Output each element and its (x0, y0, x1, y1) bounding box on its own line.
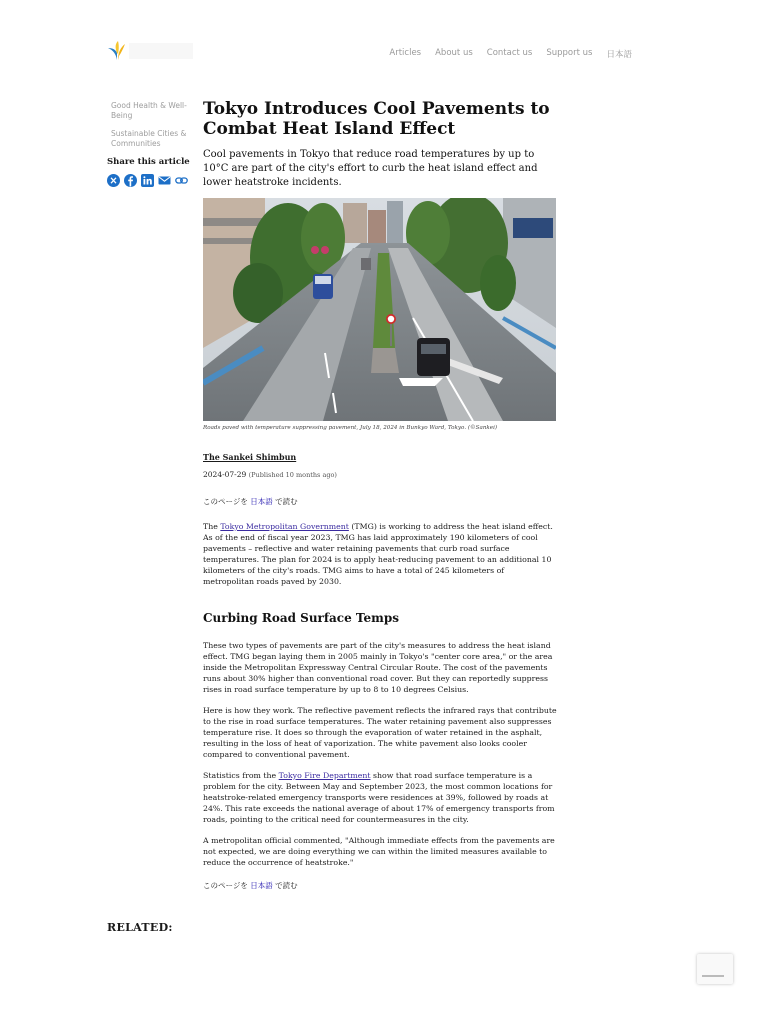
article-lead: Cool pavements in Tokyo that reduce road temperatures by up to 10°C are part of the city's effort to curb the heat island effect and lower heatstroke incidents. (203, 149, 538, 188)
paragraph-4-text-a: Statistics from the (203, 771, 279, 780)
nav-articles[interactable]: Articles (389, 48, 422, 58)
recaptcha-badge[interactable] (697, 954, 733, 984)
article-photo (203, 198, 556, 421)
tmg-link[interactable]: Tokyo Metropolitan Government (220, 522, 349, 531)
jp-prefix-bottom: このページを (203, 881, 251, 890)
tokyo-fire-department-link[interactable]: Tokyo Fire Department (278, 771, 371, 780)
link-icon[interactable] (175, 174, 188, 187)
read-in-japanese (203, 496, 557, 507)
jp-prefix: このページを (203, 497, 251, 506)
read-in-japanese-bottom (203, 880, 557, 891)
category-sustainable-cities[interactable]: Sustainable Cities & Communities (111, 129, 187, 148)
photo-caption: Roads paved with temperature suppressing pavement, July 18, 2024 in Bunkyo Ward, Tokyo. (©Sankei) (203, 425, 498, 431)
japanese-link-bottom[interactable]: 日本語 (250, 881, 273, 890)
paragraph-4-text-b: show that road surface temperature is a problem for the city. Between May and September 2023, the most common locations for heatstroke-related emergency transports were residences at 39%, followed by roads at 24%. This rate exceeds the national average of about 17% of emergency transports from roads, pointing to the critical need for countermeasures in the city. (203, 771, 555, 824)
dateline (203, 470, 557, 479)
source-link[interactable]: The Sankei Shimbun (203, 452, 297, 462)
site-logo[interactable] (107, 40, 193, 62)
email-icon[interactable] (158, 174, 171, 187)
paragraph-4 (203, 770, 557, 825)
nav-support-us[interactable]: Support us (546, 48, 593, 58)
linkedin-icon[interactable] (141, 174, 154, 187)
paragraph-1 (203, 521, 557, 587)
nav-language-japanese[interactable]: 日本語 (606, 50, 632, 60)
main-nav (389, 48, 632, 60)
paragraph-2: These two types of pavements are part of the city's measures to address the heat island effect. TMG began laying them in 2005 mainly in Tokyo's "center core area," or the area inside the Metropolitan Expressway Central Circular Route. The cost of the pavements runs about 30% higher than conventional road cover. But they can reportedly suppress rises in road surface temperature by up to 8 to 10 degrees Celsius. (203, 641, 553, 694)
paragraph-5: A metropolitan official commented, "Although immediate effects from the pavements are not expected, we are doing everything we can within the limited measures available to reduce the occurrence of heatstroke." (203, 836, 555, 867)
related-heading: RELATED: (107, 921, 173, 934)
nav-about-us[interactable]: About us (435, 48, 473, 58)
x-icon[interactable] (107, 174, 120, 187)
logo-wordmark (129, 43, 193, 59)
paragraph-1-text-b: (TMG) is working to address the heat island effect. As of the end of fiscal year 2023, TMG has laid approximately 190 kilometers of cool pavements – reflective and water retaining pavements that curb road surface temperatures. The plan for 2024 is to apply heat-reducing pavement to an additional 10 kilometers of the city's roads. TMG aims to have a total of 245 kilometers of metropolitan roads paved by 2030. (203, 522, 553, 586)
article-title: Tokyo Introduces Cool Pavements to Combat Heat Island Effect (203, 99, 550, 139)
nav-contact-us[interactable]: Contact us (486, 48, 533, 58)
article-sidebar (107, 101, 191, 187)
road-photo-image (203, 198, 556, 421)
subheading: Curbing Road Surface Temps (203, 611, 399, 625)
paragraph-3: Here is how they work. The reflective pavement reflects the infrared rays that contribute to the rise in road surface temperatures. The water retaining pavement also suppresses temperature rise. It does so through the evaporation of water retained in the asphalt, resulting in the loss of heat of vaporization. The white pavement also looks cooler compared to conventional pavement. (203, 706, 557, 759)
category-good-health[interactable]: Good Health & Well-Being (111, 101, 187, 120)
recaptcha-badge-text (702, 975, 724, 977)
article (203, 99, 557, 891)
published-ago: (Published 10 months ago) (248, 471, 337, 479)
logo-mark-icon (107, 40, 129, 62)
facebook-icon[interactable] (124, 174, 137, 187)
share-icons (107, 174, 191, 187)
jp-suffix-bottom: で読む (272, 881, 298, 890)
jp-suffix: で読む (272, 497, 298, 506)
publish-date: 2024-07-29 (203, 470, 247, 479)
japanese-link[interactable]: 日本語 (250, 497, 273, 506)
paragraph-1-text-a: The (203, 522, 221, 531)
share-title: Share this article (107, 157, 190, 167)
